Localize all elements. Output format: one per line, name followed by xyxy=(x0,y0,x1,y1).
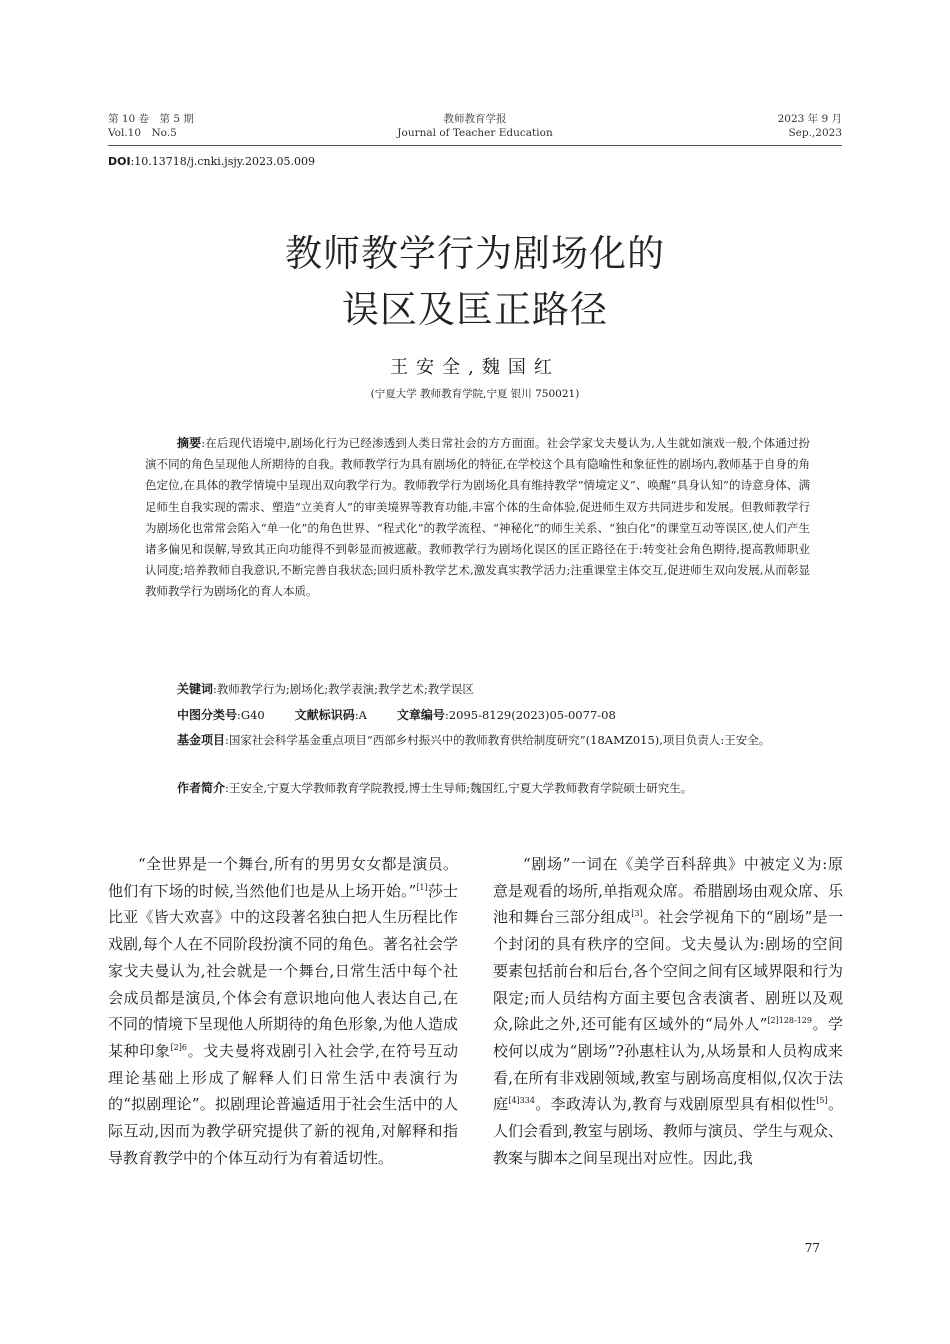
abstract-label: 摘要 xyxy=(177,436,202,450)
body-column-right xyxy=(493,851,843,1171)
classification-line xyxy=(145,705,842,726)
abstract xyxy=(145,433,810,603)
header-date-en: Sep.,2023 xyxy=(788,127,842,139)
abstract-text: :在后现代语境中,剧场化行为已经渗透到人类日常社会的方方面面。社会学家戈夫曼认为,人生就如演戏一般,个体通过扮演不同的角色呈现他人所期待的自我。教师教学行为具有剧场化的特征,在学校这个具有隐喻性和象征性的剧场内,教师基于自身的角色定位,在具体的教学情境中呈现出双向教学行为。教师教学行为剧场化具有维持教学“情境定义”、唤醒“具身认知”的诗意身体、满足师生自我实现的需求、塑造“立美育人”的审美境界等教育功能,丰富个体的生命体验,促进师生双方共同进步和发展。但教师教学行为剧场化也常常会陷入“单一化”的角色世界、“程式化”的教学流程、“神秘化”的师生关系、“独白化”的课堂互动等误区,使人们产生诸多偏见和误解,导致其正向功能得不到彰显而被遮蔽。教师教学行为剧场化误区的匡正路径在于:转变社会角色期待,提高教师职业认同度;培养教师自我意识,不断完善自我状态;回归质朴教学艺术,激发真实教学活力;注重课堂主体交互,促进师生双向发展,从而彰显教师教学行为剧场化的育人本质。 xyxy=(145,436,810,599)
citation-ref: [3] xyxy=(631,909,643,919)
citation-ref: [2]128-129 xyxy=(767,1016,812,1026)
header-divider xyxy=(108,145,842,146)
keywords-label: 关键词 xyxy=(177,682,214,696)
title-line-2: 误区及匡正路径 xyxy=(342,288,608,331)
header-journal-en: Journal of Teacher Education xyxy=(397,127,553,139)
keywords-text: :教师教学行为;剧场化;教学表演;教学艺术;教学误区 xyxy=(213,682,474,696)
body-left-text-3: 。戈夫曼将戏剧引入社会学,在符号互动理论基础上形成了解释人们日常生活中表演行为的“拟剧理论”。拟剧理论普遍适用于社会生活中的人际互动,因而为教学研究提供了新的视角,对解释和指导教育教学中的个体互动行为有着适切性。 xyxy=(108,1041,458,1167)
page-number: 77 xyxy=(804,1241,820,1255)
body-left-text-1: “全世界是一个舞台,所有的男男女女都是演员。他们有下场的时候,当然他们也是从上场开始。” xyxy=(108,855,458,900)
article-number-value: :2095-8129(2023)05-0077-08 xyxy=(444,708,616,722)
title-line-1: 教师教学行为剧场化的 xyxy=(285,232,665,275)
citation-ref: [4]334 xyxy=(508,1096,535,1106)
affiliation: (宁夏大学 教师教育学院,宁夏 银川 750021) xyxy=(370,388,580,400)
authors: 王安全,魏国红 xyxy=(390,357,560,378)
author-bio xyxy=(145,778,810,799)
citation-ref: [5] xyxy=(816,1096,828,1106)
bio-label: 作者简介 xyxy=(177,781,226,795)
body-right-text-4: 。李政涛认为,教育与戏剧原型具有相似性 xyxy=(534,1095,817,1114)
citation-ref: [1] xyxy=(416,882,428,892)
body-right-text-2: 。社会学视角下的“剧场”是一个封闭的具有秩序的空间。戈夫曼认为:剧场的空间要素包括前台和后台,各个空间之间有区域界限和行为限定;而人员结构方面主要包含表演者、剧班以及观众,除此之外,还可能有区域外的“局外人” xyxy=(493,908,843,1034)
doi-value: :10.13718/j.cnki.jsjy.2023.05.009 xyxy=(130,155,316,168)
running-header-journal xyxy=(380,112,570,140)
header-date-cn: 2023 年 9 月 xyxy=(777,113,842,125)
doc-code-label: 文献标识码 xyxy=(294,708,355,722)
doc-code-value: :A xyxy=(354,708,367,722)
clc-value: :G40 xyxy=(237,708,265,722)
fund-project xyxy=(145,730,810,751)
header-journal-cn: 教师教育学报 xyxy=(443,113,507,125)
bio-text: :王安全,宁夏大学教师教育学院教授,博士生导师;魏国红,宁夏大学教师教育学院硕士研究生。 xyxy=(225,781,693,795)
fund-label: 基金项目 xyxy=(177,733,226,747)
header-volume-cn: 第 10 卷 第 5 期 xyxy=(108,113,194,125)
doi-label: DOI xyxy=(108,155,131,168)
body-right-text-1: “剧场”一词在《美学百科辞典》中被定义为:原意是观看的场所,单指观众席。希腊剧场由观众席、乐池和舞台三部分组成 xyxy=(493,855,843,927)
running-header-volume xyxy=(108,112,194,140)
article-title xyxy=(0,226,950,338)
fund-text: :国家社会科学基金重点项目“西部乡村振兴中的教师教育供给制度研究”(18AMZ015),项目负责人:王安全。 xyxy=(225,733,771,747)
article-number-label: 文章编号 xyxy=(396,708,445,722)
body-right-text-5: 。人们会看到,教室与剧场、教师与演员、学生与观众、教案与脚本之间呈现出对应性。因此,我 xyxy=(493,1095,843,1167)
body-left-text-2: 莎士比亚《皆大欢喜》中的这段著名独白把人生历程比作戏剧,每个人在不同阶段扮演不同的角色。著名社会学家戈夫曼认为,社会就是一个舞台,日常生活中每个社会成员都是演员,个体会有意识地向他人表达自己,在不同的情境下呈现他人所期待的角色形象,为他人造成某种印象 xyxy=(108,881,458,1060)
running-header-date xyxy=(778,112,842,140)
doi-line xyxy=(108,155,315,168)
header-volume-en: Vol.10 No.5 xyxy=(108,127,177,139)
citation-ref: [2]6 xyxy=(170,1042,187,1052)
body-column-left xyxy=(108,851,458,1171)
body-right-text-3: 。学校何以成为“剧场”?孙惠柱认为,从场景和人员构成来看,在所有非戏剧领域,教室与剧场高度相似,仅次于法庭 xyxy=(493,1015,843,1114)
keywords xyxy=(145,679,842,700)
clc-label: 中图分类号 xyxy=(177,708,238,722)
